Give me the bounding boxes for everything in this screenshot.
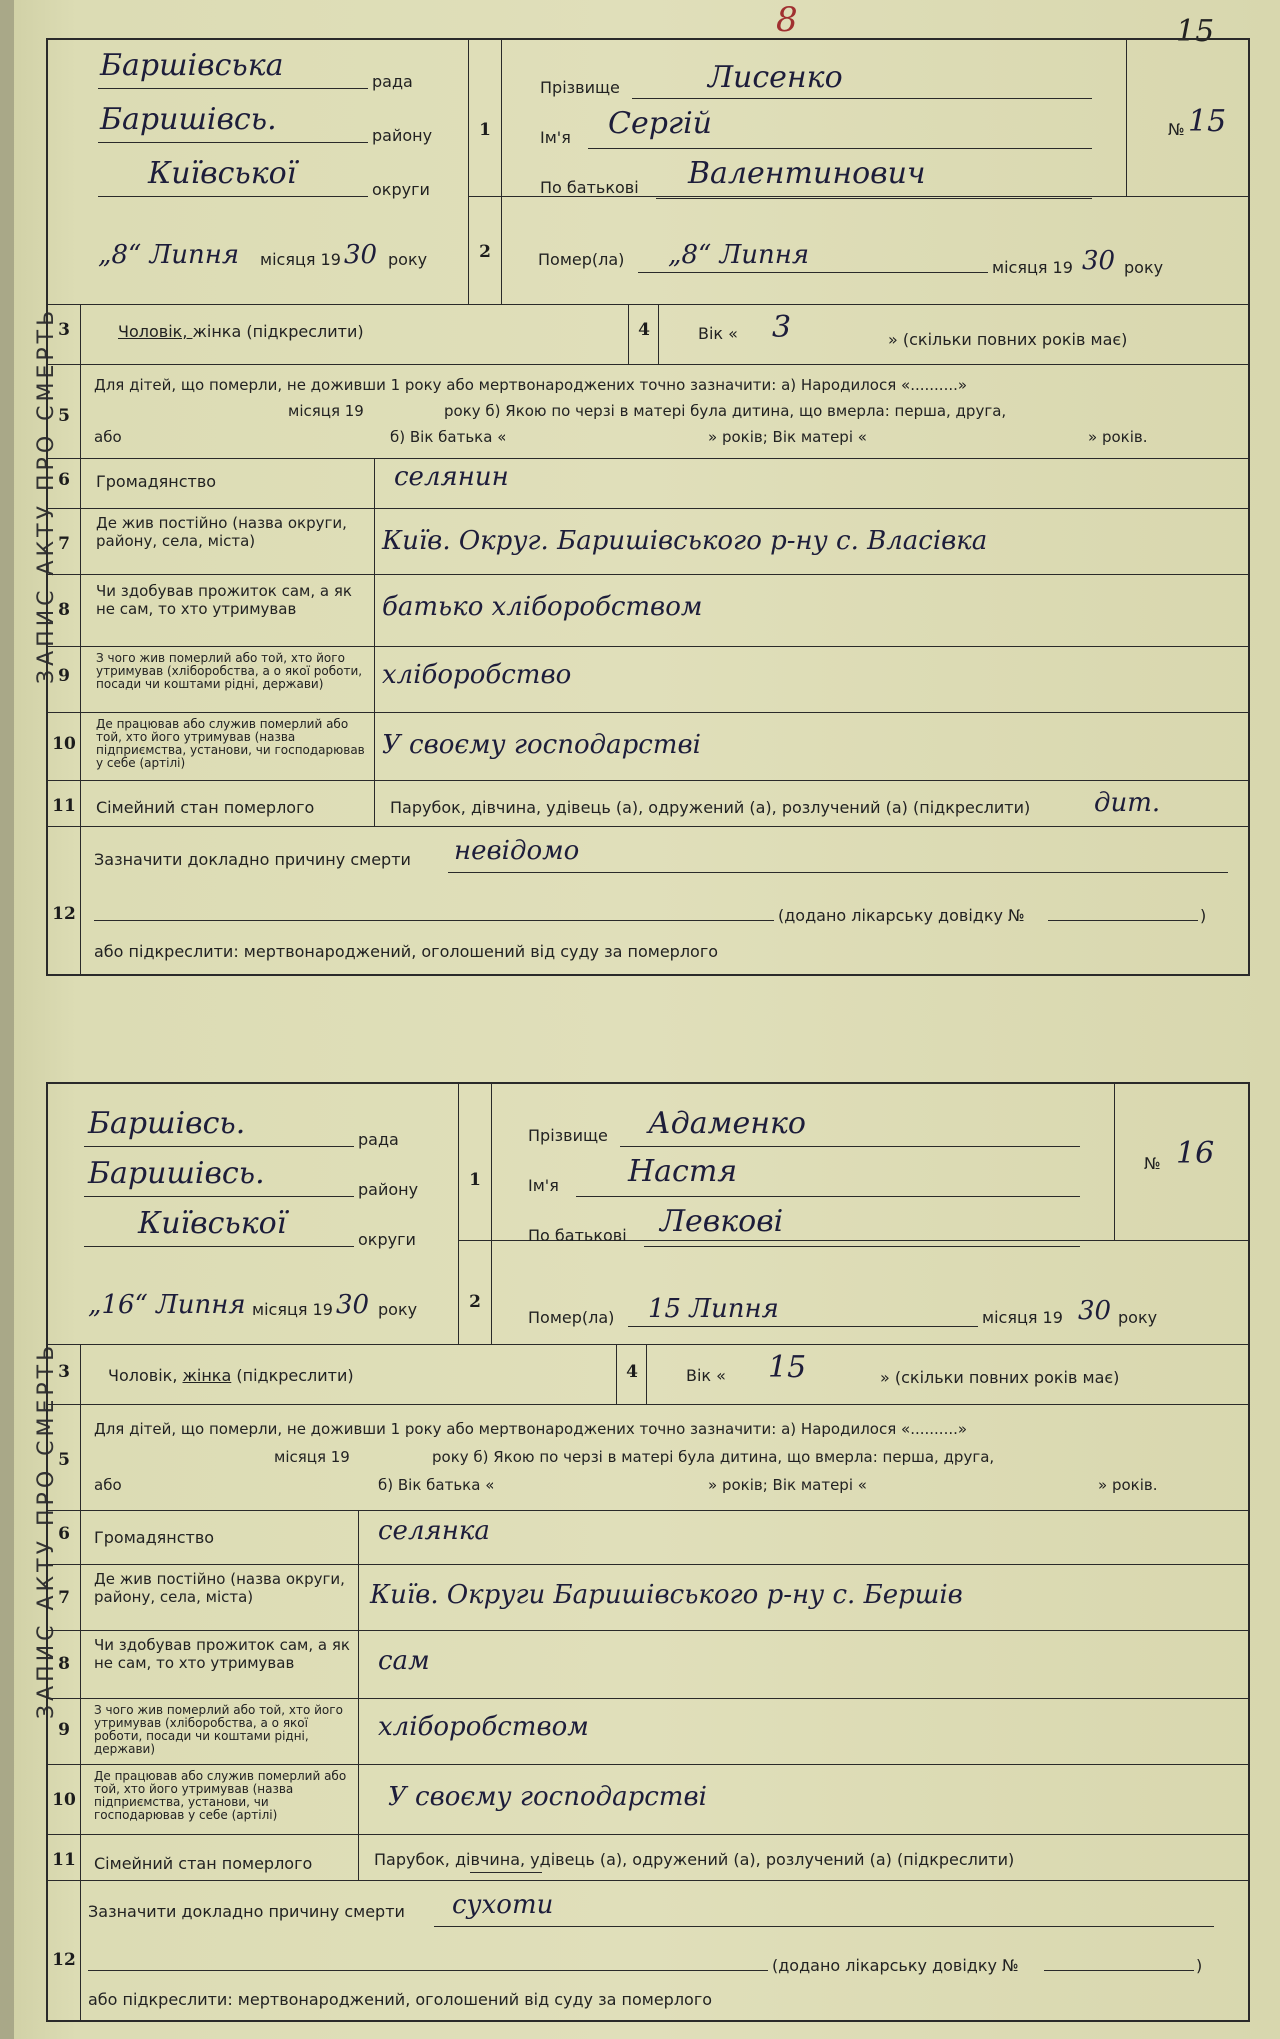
citizenship-label: Громадянство [96, 472, 217, 491]
rada-value: Баршівсь. [88, 1106, 246, 1141]
gender-hint: (підкреслити) [241, 322, 364, 341]
surname-value: Лисенко [708, 60, 843, 95]
raion-value: Баришівсь. [88, 1156, 265, 1191]
okruha-value: Київської [148, 156, 297, 191]
death-date-value: „8“ Липня [668, 240, 810, 270]
reg-month-label: місяця 19 [260, 250, 341, 269]
age-hint: » (скільки повних років має) [880, 1368, 1120, 1387]
age-value: 3 [772, 310, 792, 345]
raion-label: району [358, 1180, 419, 1199]
marital-status-label: Сімейний стан померлого [94, 1854, 313, 1873]
children-note-line3b: б) Вік батька « [390, 428, 507, 446]
gender-male: Чоловік, [108, 1366, 183, 1385]
name-label: Ім'я [528, 1176, 559, 1195]
reg-year-value: 30 [344, 240, 378, 270]
cause-of-death-value: невідомо [454, 836, 580, 866]
residence-label: Де жив постійно (назва округи, району, села, міста) [96, 514, 347, 550]
death-date-value: 15 Липня [648, 1294, 779, 1324]
surname-value: Адаменко [648, 1106, 806, 1141]
workplace-value: У своєму господарстві [388, 1782, 707, 1812]
death-date-label: Помер(ла) [528, 1308, 615, 1327]
marital-status-label: Сімейний стан померлого [96, 798, 315, 817]
rada-label: рада [358, 1130, 399, 1149]
children-note-line3a: або [94, 1476, 122, 1494]
raion-value: Баришівсь. [100, 102, 277, 137]
name-value: Сергій [608, 106, 712, 141]
death-date-label: Помер(ла) [538, 250, 625, 269]
number-value: 15 [1188, 104, 1227, 139]
gender-female: жінка [192, 322, 242, 341]
residence-label: Де жив постійно (назва округи, району, села, міста) [94, 1570, 345, 1606]
age-label: Вік « [686, 1366, 726, 1385]
livelihood-value: батько хліборобством [382, 592, 703, 622]
marital-status-value: дит. [1094, 788, 1161, 818]
children-note-line3c: » років; Вік матері « [708, 1476, 867, 1494]
number-label: № [1168, 120, 1185, 139]
children-note-line3a: або [94, 428, 122, 446]
raion-label: району [372, 126, 433, 145]
patronymic-label: По батькові [540, 178, 639, 197]
name-value: Настя [628, 1154, 738, 1189]
okruha-label: округи [358, 1230, 416, 1249]
okruha-label: округи [372, 180, 430, 199]
stillborn-note: або підкреслити: мертвонароджений, оголошений від суду за померлого [88, 1990, 713, 2009]
marital-status-options: Парубок, дівчина, удівець (а), одружений (а), розлучений (а) (підкреслити) [390, 798, 1031, 817]
livelihood-value: сам [378, 1646, 430, 1676]
children-note-line1: Для дітей, що померли, не доживши 1 року або мертвонароджених точно зазначити: а) Народилося «..........» [94, 1420, 968, 1438]
workplace-label: Де працював або служив померлий або той, хто його утримував (назва підприємства, установи, чи господарював у себе (артілі) [94, 1769, 347, 1822]
binding-edge [0, 0, 14, 2039]
reg-date-value: „16“ Липня [88, 1290, 246, 1320]
number-label: № [1144, 1154, 1161, 1173]
death-month-label: місяця 19 [982, 1308, 1063, 1327]
children-note-line2b: року б) Якою по черзі в матері була дитина, що вмерла: перша, друга, [444, 402, 1007, 420]
age-hint: » (скільки повних років має) [888, 330, 1128, 349]
gender-female-underlined: жінка [182, 1366, 232, 1385]
death-record-2: рада Баршівсь. району Баришівсь. округи Київської „16“ Липня місяця 19 30 року 1 2 Прізвище Адаменко Ім'я Настя По батькові Левкові № 16 Помер(ла) 15 Липня місяця 19 30 року 3 Чоловік, жінка (підкреслити) 4 Вік « 15 » (скільки повних років має) 5 Для дітей, що померли, не доживши 1 року або мертвонароджених точно зазначити: а) Народилося «..........» місяця 19 року б) Якою по черзі в матері була дитина, що вмерла: перша, друга, або б) Вік батька « » років; Вік матері « » років. 6 Громадянство селянка 7 Де жив постійно (назва округи, району, села, міста) Київ. Округи Баришівського р-ну с. Бершів 8 Чи здобував прожиток сам, а як не сам, то хто утримував сам 9 З чого жив померлий або той, хто його утримував (хліборобства, а о якої роботи, посади чи коштами рідні, держави) хліборобством 10 Де працював або служив померлий або той, хто його утримував (назва підприємства, установи, чи господарював у себе (артілі) У своєму господарстві 11 Сімейний стан померлого Парубок, дівчина, удівець (а), одружений (а), розлучений (а) (підкреслити) 12 Зазначити докладно причину смерти сухоти (додано лікарську довідку № ) або підкреслити: мертвонароджений, оголошений від суду за померлого [46, 1082, 1250, 2022]
name-label: Ім'я [540, 128, 571, 147]
patronymic-label: По батькові [528, 1226, 627, 1245]
medical-cert-end: ) [1200, 906, 1207, 925]
income-source-value: хліборобством [378, 1712, 589, 1742]
death-record-1: рада Баршівська району Баришівсь. округи Київської „8“ Липня місяця 19 30 року 1 2 Прізвище Лисенко Ім'я Сергій По батькові Валентинович № 15 Помер(ла) „8“ Липня місяця 19 30 року 3 Чоловік, жінка (підкреслити) 4 Вік « 3 » (скільки повних років має) 5 Для дітей, що померли, не доживши 1 року або мертвонароджених точно зазначити: а) Народилося «..........» місяця 19 року б) Якою по черзі в матері була дитина, що вмерла: перша, друга, або б) Вік батька « » років; Вік матері « » років. 6 Громадянство селянин 7 Де жив постійно (назва округи, району, села, міста) Київ. Округ. Баришівського р-ну с. Власівка 8 Чи здобував прожиток сам, а як не сам, то хто утримував батько хліборобством 9 З чого жив померлий або той, хто його утримував (хліборобства, а о якої роботи, посади чи коштами рідні, держави) хліборобство 10 Де працював або служив померлий або той, хто його утримував (назва підприємства, установи, чи господарював у себе (артілі) У своєму господарстві 11 Сімейний стан померлого Парубок, дівчина, удівець (а), одружений (а), розлучений (а) (підкреслити) дит. 12 Зазначити докладно причину смерти невідомо (додано лікарську довідку № ) або підкреслити: мертвонароджений, оголошений від суду за померлого [46, 38, 1250, 976]
citizenship-value: селянин [394, 462, 509, 492]
okruha-value: Київської [138, 1206, 287, 1241]
death-year-value: 30 [1082, 246, 1116, 276]
age-value: 15 [768, 1350, 807, 1385]
medical-cert-end: ) [1196, 1956, 1203, 1975]
cause-of-death-label: Зазначити докладно причину смерти [88, 1902, 405, 1921]
page-mark-top-right: 15 [1176, 14, 1215, 49]
rada-label: рада [372, 72, 413, 91]
reg-year-label: року [378, 1300, 418, 1319]
children-note-line2: місяця 19 [274, 1448, 350, 1466]
income-source-label: З чого жив померлий або той, хто його утримував (хліборобства, а о якої роботи, посади чи коштами рідні, держави) [96, 651, 363, 691]
reg-date-value: „8“ Липня [98, 240, 240, 270]
medical-cert-label: (додано лікарську довідку № [772, 1956, 1019, 1975]
cause-of-death-value: сухоти [452, 1890, 554, 1920]
gender-label [118, 322, 364, 341]
residence-value: Київ. Округ. Баришівського р-ну с. Власівка [382, 526, 988, 556]
children-note-line3b: б) Вік батька « [378, 1476, 495, 1494]
death-year-value: 30 [1078, 1296, 1112, 1326]
children-note-line3c: » років; Вік матері « [708, 428, 867, 446]
gender-hint: (підкреслити) [231, 1366, 354, 1385]
age-label: Вік « [698, 324, 738, 343]
stillborn-note: або підкреслити: мертвонароджений, оголошений від суду за померлого [94, 942, 719, 961]
children-note-line3d: » років. [1088, 428, 1148, 446]
death-month-label: місяця 19 [992, 258, 1073, 277]
death-year-label: року [1124, 258, 1164, 277]
medical-cert-label: (додано лікарську довідку № [778, 906, 1025, 925]
gender-label [108, 1366, 354, 1385]
surname-label: Прізвище [540, 78, 620, 97]
death-year-label: року [1118, 1308, 1158, 1327]
reg-year-value: 30 [336, 1290, 370, 1320]
gender-male-underlined: Чоловік, [118, 322, 193, 341]
surname-label: Прізвище [528, 1126, 608, 1145]
income-source-label: З чого жив померлий або той, хто його утримував (хліборобства, а о якої роботи, посади чи коштами рідні, держави) [94, 1703, 343, 1756]
livelihood-label: Чи здобував прожиток сам, а як не сам, то хто утримував [94, 1636, 350, 1672]
children-note-line1: Для дітей, що померли, не доживши 1 року або мертвонароджених точно зазначити: а) Народилося «..........» [94, 376, 968, 394]
children-note-line2b: року б) Якою по черзі в матері була дитина, що вмерла: перша, друга, [432, 1448, 995, 1466]
patronymic-value: Левкові [660, 1204, 784, 1239]
citizenship-label: Громадянство [94, 1528, 215, 1547]
livelihood-label: Чи здобував прожиток сам, а як не сам, то хто утримував [96, 582, 352, 618]
side-label-record-2: ЗАПИС АКТУ ПРО СМЕРТЬ [34, 1341, 59, 1719]
number-value: 16 [1176, 1136, 1215, 1171]
workplace-label: Де працював або служив померлий або той, хто його утримував (назва підприємства, установи, чи господарював у себе (артілі) [96, 717, 365, 770]
citizenship-value: селянка [378, 1516, 490, 1546]
children-note-line2: місяця 19 [288, 402, 364, 420]
reg-month-label: місяця 19 [252, 1300, 333, 1319]
residence-value: Київ. Округи Баришівського р-ну с. Бершів [370, 1580, 963, 1610]
rada-value: Баршівська [100, 48, 284, 83]
reg-year-label: року [388, 250, 428, 269]
page-mark-top-center: 8 [776, 0, 798, 40]
cause-of-death-label: Зазначити докладно причину смерти [94, 850, 411, 869]
marital-status-options: Парубок, дівчина, удівець (а), одружений (а), розлучений (а) (підкреслити) [374, 1850, 1015, 1869]
children-note-line3d: » років. [1098, 1476, 1158, 1494]
patronymic-value: Валентинович [688, 156, 926, 191]
workplace-value: У своєму господарстві [382, 730, 701, 760]
side-label-record-1: ЗАПИС АКТУ ПРО СМЕРТЬ [34, 306, 59, 684]
income-source-value: хліборобство [382, 660, 572, 690]
